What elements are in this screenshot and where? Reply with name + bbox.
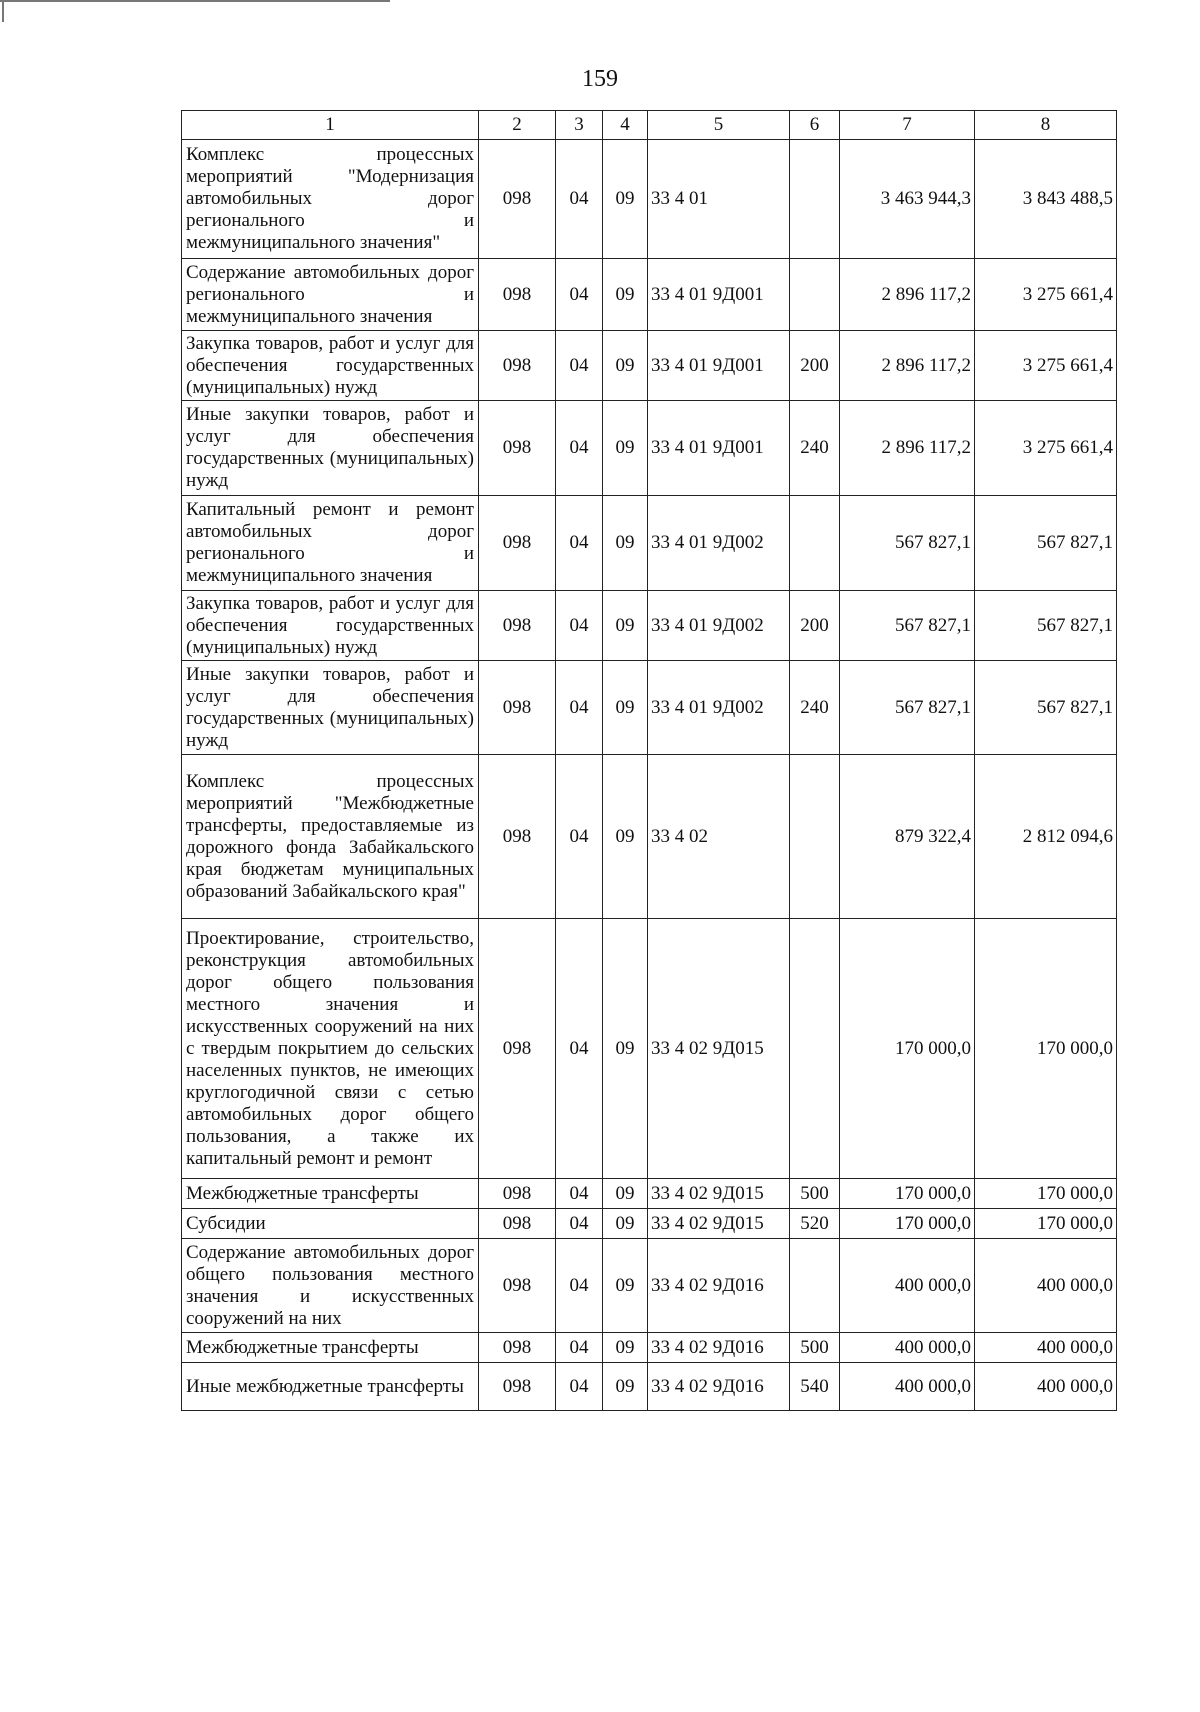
- budget-table: [181, 110, 1117, 1411]
- cell-amount-col7: 3 463 944,3: [840, 140, 975, 259]
- cell-amount-col8: 3 275 661,4: [975, 401, 1117, 496]
- row-name: Содержание автомобильных дорог общего пользования местного значения и искусственных сооружений на них: [182, 1239, 479, 1333]
- table-row: [182, 591, 1117, 661]
- cell-amount-col7: 2 896 117,2: [840, 259, 975, 331]
- cell-subsection: 09: [603, 591, 648, 661]
- cell-section: 04: [556, 1209, 603, 1239]
- cell-admin-code: 098: [479, 1209, 556, 1239]
- cell-target-article: 33 4 02 9Д015: [648, 1179, 790, 1209]
- row-name: Капитальный ремонт и ремонт автомобильных дорог регионального и межмуниципального значения: [182, 496, 479, 591]
- cell-subsection: 09: [603, 331, 648, 401]
- cell-amount-col7: 170 000,0: [840, 919, 975, 1179]
- cell-target-article: 33 4 01 9Д001: [648, 401, 790, 496]
- table-row: [182, 755, 1117, 919]
- row-name: Межбюджетные трансферты: [182, 1179, 479, 1209]
- cell-expense-type: 240: [790, 661, 840, 755]
- cell-section: 04: [556, 140, 603, 259]
- row-name: Закупка товаров, работ и услуг для обеспечения государственных (муниципальных) нужд: [182, 591, 479, 661]
- cell-target-article: 33 4 01 9Д001: [648, 259, 790, 331]
- cell-target-article: 33 4 01 9Д002: [648, 496, 790, 591]
- row-name: Проектирование, строительство, реконструкция автомобильных дорог общего пользования местного значения и искусственных сооружений на них с твердым покрытием до сельских населенных пунктов, не имеющих круглогодичной связи с сетью автомобильных дорог общего пользования, а также их капитальный ремонт и ремонт: [182, 919, 479, 1179]
- cell-target-article: 33 4 01 9Д002: [648, 591, 790, 661]
- cell-expense-type: 240: [790, 401, 840, 496]
- cell-admin-code: 098: [479, 661, 556, 755]
- cell-section: 04: [556, 1239, 603, 1333]
- cell-subsection: 09: [603, 755, 648, 919]
- cell-admin-code: 098: [479, 401, 556, 496]
- cell-section: 04: [556, 331, 603, 401]
- row-name: Иные межбюджетные трансферты: [182, 1363, 479, 1411]
- table-row: [182, 496, 1117, 591]
- cell-target-article: 33 4 01 9Д001: [648, 331, 790, 401]
- cell-admin-code: 098: [479, 591, 556, 661]
- cell-subsection: 09: [603, 259, 648, 331]
- cell-amount-col8: 567 827,1: [975, 496, 1117, 591]
- row-name: Субсидии: [182, 1209, 479, 1239]
- cell-amount-col7: 567 827,1: [840, 496, 975, 591]
- cell-amount-col8: 3 275 661,4: [975, 259, 1117, 331]
- cell-target-article: 33 4 01 9Д002: [648, 661, 790, 755]
- cell-expense-type: [790, 919, 840, 1179]
- cell-amount-col7: 567 827,1: [840, 661, 975, 755]
- cell-amount-col8: 170 000,0: [975, 919, 1117, 1179]
- cell-amount-col7: 170 000,0: [840, 1179, 975, 1209]
- cell-target-article: 33 4 02 9Д015: [648, 919, 790, 1179]
- cell-section: 04: [556, 401, 603, 496]
- cell-subsection: 09: [603, 1363, 648, 1411]
- cell-expense-type: 500: [790, 1179, 840, 1209]
- cell-amount-col8: 400 000,0: [975, 1333, 1117, 1363]
- row-name: Закупка товаров, работ и услуг для обеспечения государственных (муниципальных) нужд: [182, 331, 479, 401]
- left-scan-rule: [2, 0, 4, 22]
- cell-subsection: 09: [603, 401, 648, 496]
- table-row: [182, 259, 1117, 331]
- cell-subsection: 09: [603, 496, 648, 591]
- cell-amount-col8: 567 827,1: [975, 591, 1117, 661]
- cell-expense-type: [790, 259, 840, 331]
- cell-expense-type: [790, 1239, 840, 1333]
- cell-section: 04: [556, 1333, 603, 1363]
- row-name: Содержание автомобильных дорог регионального и межмуниципального значения: [182, 259, 479, 331]
- table-row: [182, 1239, 1117, 1333]
- row-name: Комплекс процессных мероприятий "Модернизация автомобильных дорог регионального и межмуниципального значения": [182, 140, 479, 259]
- cell-subsection: 09: [603, 1239, 648, 1333]
- cell-section: 04: [556, 259, 603, 331]
- cell-expense-type: 200: [790, 591, 840, 661]
- cell-admin-code: 098: [479, 1239, 556, 1333]
- cell-subsection: 09: [603, 919, 648, 1179]
- cell-expense-type: [790, 496, 840, 591]
- cell-expense-type: 200: [790, 331, 840, 401]
- cell-subsection: 09: [603, 661, 648, 755]
- row-name: Иные закупки товаров, работ и услуг для обеспечения государственных (муниципальных) нужд: [182, 401, 479, 496]
- cell-subsection: 09: [603, 1209, 648, 1239]
- table-header-row: [182, 111, 1117, 140]
- cell-amount-col8: 170 000,0: [975, 1179, 1117, 1209]
- header-cell: 1: [182, 111, 479, 140]
- cell-amount-col7: 2 896 117,2: [840, 331, 975, 401]
- cell-admin-code: 098: [479, 259, 556, 331]
- cell-amount-col7: 400 000,0: [840, 1363, 975, 1411]
- cell-amount-col8: 3 275 661,4: [975, 331, 1117, 401]
- page-number: 159: [582, 66, 618, 92]
- cell-section: 04: [556, 1363, 603, 1411]
- header-cell: 5: [648, 111, 790, 140]
- cell-amount-col7: 567 827,1: [840, 591, 975, 661]
- top-scan-rule: [0, 0, 390, 2]
- table-row: [182, 1209, 1117, 1239]
- cell-amount-col8: 400 000,0: [975, 1363, 1117, 1411]
- cell-subsection: 09: [603, 1179, 648, 1209]
- cell-amount-col7: 400 000,0: [840, 1333, 975, 1363]
- table-row: [182, 401, 1117, 496]
- cell-expense-type: 500: [790, 1333, 840, 1363]
- table-row: [182, 919, 1117, 1179]
- cell-amount-col7: 170 000,0: [840, 1209, 975, 1239]
- cell-admin-code: 098: [479, 140, 556, 259]
- row-name: Иные закупки товаров, работ и услуг для обеспечения государственных (муниципальных) нужд: [182, 661, 479, 755]
- cell-target-article: 33 4 02 9Д016: [648, 1363, 790, 1411]
- cell-section: 04: [556, 496, 603, 591]
- cell-admin-code: 098: [479, 331, 556, 401]
- cell-section: 04: [556, 1179, 603, 1209]
- cell-expense-type: [790, 140, 840, 259]
- header-cell: 3: [556, 111, 603, 140]
- cell-target-article: 33 4 02 9Д016: [648, 1333, 790, 1363]
- cell-admin-code: 098: [479, 755, 556, 919]
- cell-target-article: 33 4 01: [648, 140, 790, 259]
- cell-amount-col7: 400 000,0: [840, 1239, 975, 1333]
- header-cell: 6: [790, 111, 840, 140]
- table-row: [182, 331, 1117, 401]
- cell-expense-type: 520: [790, 1209, 840, 1239]
- cell-amount-col8: 400 000,0: [975, 1239, 1117, 1333]
- row-name: Комплекс процессных мероприятий "Межбюджетные трансферты, предоставляемые из дорожного фонда Забайкальского края бюджетам муниципальных образований Забайкальского края": [182, 755, 479, 919]
- cell-target-article: 33 4 02: [648, 755, 790, 919]
- cell-section: 04: [556, 591, 603, 661]
- table-row: [182, 1363, 1117, 1411]
- table-row: [182, 661, 1117, 755]
- cell-section: 04: [556, 755, 603, 919]
- cell-target-article: 33 4 02 9Д015: [648, 1209, 790, 1239]
- cell-target-article: 33 4 02 9Д016: [648, 1239, 790, 1333]
- cell-expense-type: 540: [790, 1363, 840, 1411]
- cell-amount-col8: 3 843 488,5: [975, 140, 1117, 259]
- cell-amount-col8: 2 812 094,6: [975, 755, 1117, 919]
- cell-amount-col8: 567 827,1: [975, 661, 1117, 755]
- cell-admin-code: 098: [479, 496, 556, 591]
- table-row: [182, 1179, 1117, 1209]
- cell-amount-col7: 2 896 117,2: [840, 401, 975, 496]
- cell-amount-col7: 879 322,4: [840, 755, 975, 919]
- row-name: Межбюджетные трансферты: [182, 1333, 479, 1363]
- header-cell: 4: [603, 111, 648, 140]
- cell-section: 04: [556, 919, 603, 1179]
- cell-subsection: 09: [603, 1333, 648, 1363]
- table-row: [182, 1333, 1117, 1363]
- header-cell: 2: [479, 111, 556, 140]
- table-row: [182, 140, 1117, 259]
- cell-subsection: 09: [603, 140, 648, 259]
- cell-admin-code: 098: [479, 1179, 556, 1209]
- cell-admin-code: 098: [479, 919, 556, 1179]
- cell-section: 04: [556, 661, 603, 755]
- cell-expense-type: [790, 755, 840, 919]
- header-cell: 7: [840, 111, 975, 140]
- cell-admin-code: 098: [479, 1333, 556, 1363]
- header-cell: 8: [975, 111, 1117, 140]
- cell-amount-col8: 170 000,0: [975, 1209, 1117, 1239]
- cell-admin-code: 098: [479, 1363, 556, 1411]
